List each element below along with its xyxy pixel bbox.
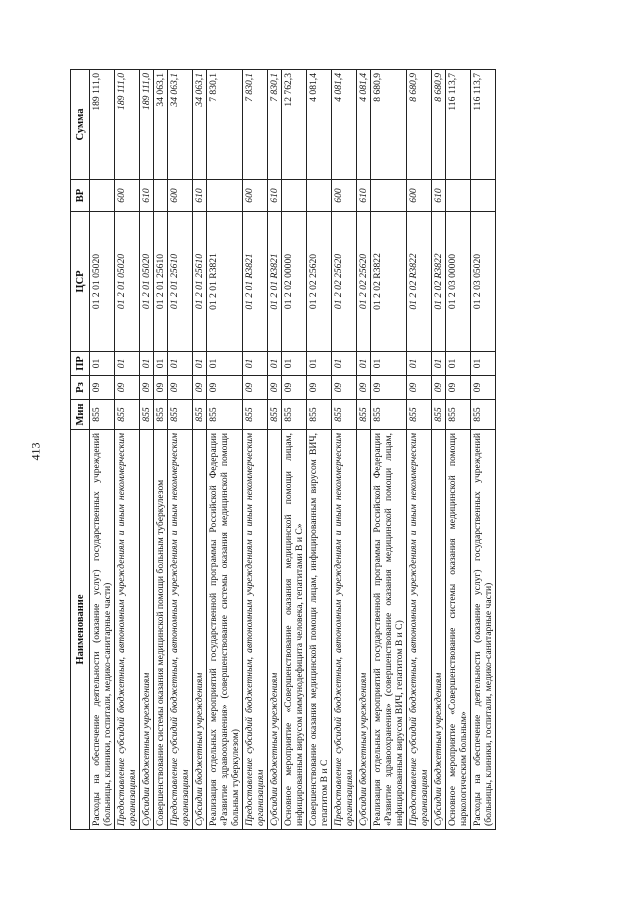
- cell-csr: 01 2 02 25620: [307, 212, 332, 352]
- cell-rz: 09: [140, 376, 154, 400]
- cell-min: 855: [115, 400, 140, 430]
- cell-csr: 01 2 02 R3822: [407, 212, 432, 352]
- table-row: [140, 70, 154, 830]
- cell-rz: 09: [471, 376, 496, 400]
- cell-rz: 09: [371, 376, 407, 400]
- cell-pr: 01: [268, 352, 282, 376]
- cell-pr: 01: [154, 352, 168, 376]
- cell-sum: 4 081,4: [357, 70, 371, 180]
- table-row: [371, 70, 407, 830]
- cell-vr: 600: [243, 180, 268, 212]
- table-row: [207, 70, 243, 830]
- cell-pr: 01: [371, 352, 407, 376]
- cell-min: 855: [432, 400, 446, 430]
- cell-sum: 116 113,7: [471, 70, 496, 180]
- cell-min: 855: [268, 400, 282, 430]
- cell-name: Основное мероприятие «Совершенствование системы оказания медицинской помощи наркологическим больным»: [446, 430, 471, 830]
- cell-name: Предоставление субсидий бюджетным, автономным учреждениям и иным некоммерческим организациям: [168, 430, 193, 830]
- page-number: 413: [28, 442, 43, 461]
- cell-name: Реализация отдельных мероприятий государственной программы Российской Федерации «Развитие здравоохранения» (совершенствование оказания медицинской помощи лицам, инфицированным вирусом ВИЧ, гепатитом В и С): [371, 430, 407, 830]
- cell-min: 855: [307, 400, 332, 430]
- table-row: [407, 70, 432, 830]
- cell-name: Субсидии бюджетным учреждениям: [357, 430, 371, 830]
- cell-sum: 34 063,1: [193, 70, 207, 180]
- cell-min: 855: [446, 400, 471, 430]
- table-row: [446, 70, 471, 830]
- cell-rz: 09: [193, 376, 207, 400]
- cell-pr: 01: [282, 352, 307, 376]
- cell-name: Предоставление субсидий бюджетным, автономным учреждениям и иным некоммерческим организациям: [332, 430, 357, 830]
- cell-name: Расходы на обеспечение деятельности (оказание услуг) государственных учреждений (больницы, клиники, госпитали, медико-санитарные части): [90, 430, 115, 830]
- cell-csr: 01 2 03 00000: [446, 212, 471, 352]
- cell-csr: 01 2 01 05020: [115, 212, 140, 352]
- cell-name: Предоставление субсидий бюджетным, автономным учреждениям и иным некоммерческим организациям: [115, 430, 140, 830]
- cell-pr: 01: [357, 352, 371, 376]
- cell-rz: 09: [307, 376, 332, 400]
- cell-csr: 01 2 02 25620: [357, 212, 371, 352]
- cell-name: Субсидии бюджетным учреждениям: [268, 430, 282, 830]
- cell-name: Совершенствование оказания медицинской помощи лицам, инфицированным вирусом ВИЧ, гепатитом В и С: [307, 430, 332, 830]
- cell-vr: 600: [407, 180, 432, 212]
- table-row: [168, 70, 193, 830]
- cell-rz: 09: [357, 376, 371, 400]
- cell-vr: 610: [268, 180, 282, 212]
- cell-vr: 610: [432, 180, 446, 212]
- cell-sum: 7 830,1: [243, 70, 268, 180]
- cell-rz: 09: [407, 376, 432, 400]
- cell-name: Субсидии бюджетным учреждениям: [193, 430, 207, 830]
- cell-sum: 34 063,1: [168, 70, 193, 180]
- cell-sum: 8 680,9: [371, 70, 407, 180]
- cell-vr: [282, 180, 307, 212]
- cell-min: 855: [140, 400, 154, 430]
- cell-rz: 09: [282, 376, 307, 400]
- cell-pr: 01: [115, 352, 140, 376]
- cell-sum: 4 081,4: [332, 70, 357, 180]
- cell-min: 855: [90, 400, 115, 430]
- cell-name: Основное мероприятие «Совершенствование оказания медицинской помощи лицам, инфицированным вирусом иммунодефицита человека, гепатитами В и С»: [282, 430, 307, 830]
- cell-vr: 610: [357, 180, 371, 212]
- cell-csr: 01 2 01 R3821: [243, 212, 268, 352]
- table-row: [307, 70, 332, 830]
- cell-sum: 189 111,0: [140, 70, 154, 180]
- cell-pr: 01: [446, 352, 471, 376]
- table-row: [115, 70, 140, 830]
- cell-vr: 600: [168, 180, 193, 212]
- cell-min: 855: [282, 400, 307, 430]
- cell-vr: [90, 180, 115, 212]
- cell-name: Совершенствование системы оказания медицинской помощи больным туберкулезом: [154, 430, 168, 830]
- cell-pr: 01: [90, 352, 115, 376]
- cell-sum: 8 680,9: [407, 70, 432, 180]
- cell-rz: 09: [207, 376, 243, 400]
- cell-csr: 01 2 03 05020: [471, 212, 496, 352]
- cell-name: Реализация отдельных мероприятий государственной программы Российской Федерации «Развитие здравоохранения» (совершенствование системы оказания медицинской помощи больным туберкулезом): [207, 430, 243, 830]
- header-vr: ВР: [71, 180, 90, 212]
- cell-name: Субсидии бюджетным учреждениям: [432, 430, 446, 830]
- cell-min: 855: [407, 400, 432, 430]
- cell-name: Субсидии бюджетным учреждениям: [140, 430, 154, 830]
- header-name: Наименование: [71, 430, 90, 830]
- cell-csr: 01 2 02 25620: [332, 212, 357, 352]
- header-min: Мин: [71, 400, 90, 430]
- cell-sum: 189 111,0: [90, 70, 115, 180]
- cell-sum: 116 113,7: [446, 70, 471, 180]
- table-row: [243, 70, 268, 830]
- cell-rz: 09: [432, 376, 446, 400]
- cell-min: 855: [357, 400, 371, 430]
- cell-pr: 01: [207, 352, 243, 376]
- cell-csr: 01 2 01 25610: [193, 212, 207, 352]
- cell-rz: 09: [243, 376, 268, 400]
- cell-vr: 600: [115, 180, 140, 212]
- cell-name: Расходы на обеспечение деятельности (оказание услуг) государственных учреждений (больницы, клиники, госпитали, медико-санитарные части): [471, 430, 496, 830]
- cell-csr: 01 2 01 05020: [90, 212, 115, 352]
- table-row: [332, 70, 357, 830]
- cell-csr: 01 2 01 25610: [168, 212, 193, 352]
- cell-rz: 09: [332, 376, 357, 400]
- cell-min: 855: [243, 400, 268, 430]
- cell-rz: 09: [168, 376, 193, 400]
- table-row: [357, 70, 371, 830]
- cell-min: 855: [193, 400, 207, 430]
- cell-csr: 01 2 01 25610: [154, 212, 168, 352]
- cell-sum: 189 111,0: [115, 70, 140, 180]
- table-row: [471, 70, 496, 830]
- cell-rz: 09: [154, 376, 168, 400]
- table-row: [154, 70, 168, 830]
- header-rz: Рз: [71, 376, 90, 400]
- cell-pr: 01: [307, 352, 332, 376]
- table-body: [90, 70, 496, 830]
- header-sum: Сумма: [71, 70, 90, 180]
- cell-rz: 09: [115, 376, 140, 400]
- cell-sum: 7 830,1: [268, 70, 282, 180]
- budget-table: [70, 69, 496, 830]
- cell-pr: 01: [432, 352, 446, 376]
- cell-csr: 01 2 01 05020: [140, 212, 154, 352]
- header-csr: ЦСР: [71, 212, 90, 352]
- rotated-page-content: [70, 70, 610, 830]
- table-header-row: [71, 70, 90, 830]
- cell-rz: 09: [446, 376, 471, 400]
- cell-min: 855: [207, 400, 243, 430]
- cell-pr: 01: [407, 352, 432, 376]
- cell-vr: [446, 180, 471, 212]
- cell-pr: 01: [243, 352, 268, 376]
- cell-sum: 7 830,1: [207, 70, 243, 180]
- cell-csr: 01 2 02 00000: [282, 212, 307, 352]
- cell-vr: 610: [140, 180, 154, 212]
- cell-sum: 12 762,3: [282, 70, 307, 180]
- cell-pr: 01: [332, 352, 357, 376]
- cell-csr: 01 2 01 R3821: [207, 212, 243, 352]
- table-row: [268, 70, 282, 830]
- cell-vr: [154, 180, 168, 212]
- cell-min: 855: [371, 400, 407, 430]
- cell-csr: 01 2 02 R3822: [371, 212, 407, 352]
- cell-sum: 34 063,1: [154, 70, 168, 180]
- cell-pr: 01: [193, 352, 207, 376]
- cell-vr: [371, 180, 407, 212]
- cell-sum: 4 081,4: [307, 70, 332, 180]
- cell-vr: [307, 180, 332, 212]
- cell-csr: 01 2 01 R3821: [268, 212, 282, 352]
- cell-vr: 610: [193, 180, 207, 212]
- table-row: [193, 70, 207, 830]
- table-row: [90, 70, 115, 830]
- cell-min: 855: [154, 400, 168, 430]
- cell-vr: [207, 180, 243, 212]
- table-row: [282, 70, 307, 830]
- cell-name: Предоставление субсидий бюджетным, автономным учреждениям и иным некоммерческим организациям: [407, 430, 432, 830]
- cell-sum: 8 680,9: [432, 70, 446, 180]
- cell-min: 855: [168, 400, 193, 430]
- cell-rz: 09: [90, 376, 115, 400]
- header-pr: ПР: [71, 352, 90, 376]
- cell-vr: [471, 180, 496, 212]
- cell-csr: 01 2 02 R3822: [432, 212, 446, 352]
- cell-min: 855: [332, 400, 357, 430]
- table-row: [432, 70, 446, 830]
- cell-pr: 01: [168, 352, 193, 376]
- cell-pr: 01: [140, 352, 154, 376]
- cell-name: Предоставление субсидий бюджетным, автономным учреждениям и иным некоммерческим организациям: [243, 430, 268, 830]
- cell-rz: 09: [268, 376, 282, 400]
- cell-min: 855: [471, 400, 496, 430]
- cell-pr: 01: [471, 352, 496, 376]
- cell-vr: 600: [332, 180, 357, 212]
